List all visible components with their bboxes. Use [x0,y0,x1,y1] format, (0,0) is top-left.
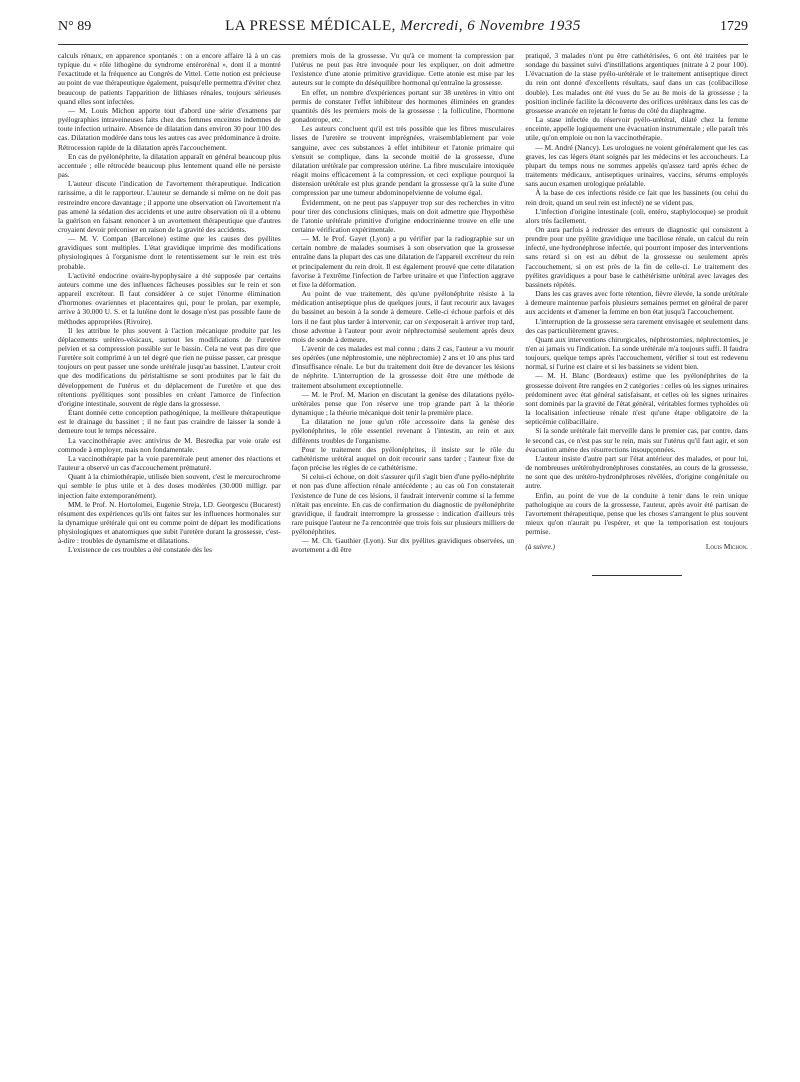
issue-number: N° 89 [58,19,92,34]
article-paragraph: On aura parfois à redresser des erreurs de diagnostic qui consistent à prendre pour une pyélite gravidique une bacillose rénale, un calcul du rein infecté, une hydronéphrose infectée, qui pourront imposer des interventions sans retard si on est au début de la grossesse ou seulement après l'accouchement, si on est près de la fin de celle-ci. Le traitement des pyélites gravidiques a pour base le cathétérisme urétéral avec lavages des bassinets répétés. [525,224,748,289]
column-right [525,51,748,1061]
article-paragraph: La stase infectée du réservoir pyélo-urétéral, dilaté chez la femme enceinte, appelle logiquement une évacuation instrumentale ; elle paraît très utile, qu'on emploie ou non la vaccinothérapie. [525,115,748,143]
article-paragraph: L'auteur insiste d'autre part sur l'état antérieur des malades, et pour lui, de nombreuses urétérohydronéphroses constatées, au cours de la grossesse, ne sont que des urétéro-hydronéphroses révélées, d'origine congénitale ou autre. [525,453,748,491]
article-paragraph: L'avenir de ces malades est mal connu ; dans 2 cas, l'auteur a vu mourir ses opérées (une néphrostomie, une néphrectomie) 2 ans et 10 ans plus tard d'insuffisance rénale. Le but du traitement doit être de devancer les lésions de néphrite. L'interruption de la grossesse doit être une méthode de traitement absolument exceptionnelle. [291,344,515,390]
article-paragraph: MM. le Prof. N. Hortolomei, Eugenie Streja, I.D. Georgescu (Bucarest) résument des expériences qu'ils ont faites sur les influences hormonales sur la dynamique urétérale qui ont eu comme point de départ les modifications physiologiques et anatomiques que subit l'uretère durant la grossesse, c'est-à-dire : troubles de dynamisme et dilatations. [58,499,281,546]
article-paragraph: L'activité endocrine ovaire-hypophysaire a été supposée par certains auteurs comme une des influences fâcheuses possibles sur le rein et son appareil excréteur. Il faut considérer à ce sujet l'énorme élimination d'hormones ovariennes et placentaires qui, pour le prolan, par exemple, arrive à 30.000 U. S. et la lutéine dont le dosage n'est pas possible faute de méthodes appropriées (Rivoire). [58,270,281,326]
column-right-body [525,51,748,536]
article-paragraph: pratiqué, 3 malades n'ont pu être cathétérisées, 6 ont été traitées par le sondage du bassinet suivi d'instillations argentiques (nitrate à 2 pour 100). L'évacuation de la stase pyélo-urétérale et le traitement antiseptique direct du rein ont donné d'excellents résultats, sauf dans un cas (colibacillose double). Les malades ont été vues du 5e au 8e mois de la grossesse ; la position inclinée facilite la découverte des orifices urétéraux dans les cas de grossesse avancée en rejetant le fœtus du côté du diaphragme. [525,51,748,115]
article-paragraph: À la base de ces infections réside ce fait que les bassinets (ou celui du rein droit, quand un seul rein est infecté) ne se vident pas. [525,188,748,207]
article-paragraph: La vaccinothérapie par la voie parentérale peut amener des réactions et l'auteur a observé un cas d'accouchement prématuré. [58,453,281,473]
article-paragraph: — M. le Prof. Gayet (Lyon) a pu vérifier par la radiographie sur un certain nombre de malades soumises à son observation que la grossesse entraîne dans la plupart des cas une dilatation de l'appareil excréteur du rein et principalement du rein droit. Il est également prouvé que cette dilatation favorise à l'extrême l'infection de l'arbre urinaire et que l'infection aggrave et fixe la déformation. [291,234,515,289]
author-signature: Louis Michon. [705,542,748,552]
article-paragraph: L'auteur discute l'indication de l'avortement thérapeutique. Indication rarissime, a dit le rapporteur. L'auteur se demande si même on ne doit pas restreindre encore davantage ; il apporte une observation où l'avortement n'a pas amené la sédation des accidents et une autre observation où il a obtenu la guérison en faisant renoncer à un avortement thérapeutique que d'autres croyaient devoir préconiser en raison de la gravité des accidents. [58,179,281,234]
article-paragraph: Évidemment, on ne peut pas s'appuyer trop sur des recherches in vitro pour tirer des conclusions cliniques, mais on doit admettre que l'hypothèse de l'atonie urétérale primitive d'origine endocrinienne trouve en elle une certaine vérification expérimentale. [291,197,515,234]
article-paragraph: — M. Ch. Gauthier (Lyon). Sur dix pyélites gravidiques observées, un avortement a dû être [291,536,515,555]
article-paragraph: — M. V. Compan (Barcelone) estime que les causes des pyélites gravidiques sont multiples. L'état gravidique imprime des modifications physiologiques à l'organisme dont le retentissement sur le rein est très probable. [58,234,281,271]
article-paragraph: — M. André (Nancy). Les urologues ne voient généralement que les cas graves, les cas légers étant soignés par les médecins et les accoucheurs. La plupart du temps nous ne sommes appelés qu'assez tard après échec de traitements médicaux, antiseptiques urinaires, vaccins, sérums employés sans aucun examen urologique préalable. [525,142,748,189]
article-paragraph: La dilatation ne joue qu'un rôle accessoire dans la genèse des pyélonéphrites, le rôle essentiel revenant à l'intestin, au rein et aux différents troubles de l'organisme. [291,417,515,445]
article-paragraph: Pour le traitement des pyélonéphrites, il insiste sur le rôle du cathétérisme urétéral auquel on doit recourir sans tarder ; l'auteur fixe de façon précise les règles de ce cathétérisme. [291,444,515,473]
article-paragraph: — M. H. Blanc (Bordeaux) estime que les pyélonéphrites de la grossesse doivent être rangées en 2 catégories : celles où les signes urinaires prédominent avec état général satisfaisant, et celles où les signes urinaires sont dominés par la gravité de l'état général, véritables formes typhoïdes où la localisation infectieuse rénale n'est qu'une étape obligatoire de la septicémie colibacillaire. [525,371,748,427]
article-paragraph: Quant à la chimiothérapie, utilisée bien souvent, c'est le mercurochrome qui semble le plus utile et à des doses modérées (30.000 milligr. par injection faite extemporanément). [58,472,281,500]
article-paragraph: Les auteurs concluent qu'il est très possible que les fibres musculaires lisses de l'uretère se trouvent imprégnées, vraisemblablement par voie sanguine, avec ces substances à effet inhibiteur et l'atonie primaire qui s'ensuit se complique, dans la seconde moitié de la grossesse, d'une dilatation urétérale par compression utérine. La fibre musculaire intoxiquée réagit moins efficacement à la compression, et ceci explique pourquoi la distension urétérale est plus grande pendant la grossesse qu'à la suite d'une compression par une tumeur abdominopelvienne de volume égal. [291,124,515,198]
article-paragraph: Quant aux interventions chirurgicales, néphrostomies, néphrectomies, je n'en ai jamais vu l'indication. La sonde urétérale m'a toujours suffi. Il faudra toujours, quelque temps après l'accouchement, vérifier si tout est redevenu normal, si l'urine est claire et si les bassinets se vident bien. [525,334,748,372]
article-paragraph: L'infection d'origine intestinale (coli, entéro, staphylocoque) se produit alors très facilement. [525,206,748,225]
article-paragraph: Étant donnée cette conception pathogénique, la meilleure thérapeutique est le drainage du bassinet ; il ne faut pas craindre de laisser la sonde à demeure tout le temps nécessaire. [58,408,281,436]
article-paragraph: En effet, un nombre d'expériences portant sur 38 uretères in vitro ont permis de constater l'effet inhibiteur des hormones éliminées en grandes quantités dès les premiers mois de la grossesse : la folliculine, l'hormone gonadotrope, etc. [291,87,515,125]
journal-title [225,18,581,35]
column-middle [292,51,515,1061]
article-paragraph: premiers mois de la grossesse. Vu qu'à ce moment la compression par l'utérus ne peut pas être invoquée pour les expliquer, on doit admettre l'existence d'une atonie primitive gravidique. Cette atonie est mise par les auteurs sur le compte du déséquilibre hormonal qu'entraîne la grossesse. [291,51,515,88]
article-paragraph: En cas de pyélonéphrite, la dilatation apparaît en général beaucoup plus accentuée ; elle rétrocède beaucoup plus lentement quand elle ne persiste pas. [58,151,281,180]
article-paragraph: La vaccinothérapie avec antivirus de M. Besredka par voie orale est commode à employer, mais non fondamentale. [58,435,281,454]
article-paragraph: calculs rénaux, en apparence spontanés : on a encore affaire là à un cas typique du « rôle lithogène du syndrome entérorénal », dont il a montré l'exactitude et la fréquence au Congrès de Vittel. Cette notion est précieuse au point de vue thérapeutique également, puisqu'elle permettra d'éviter chez beaucoup de patients l'apparition de lithiases rénales, toujours sérieuses quand elles sont infectées. [58,51,281,106]
journal-name: LA PRESSE MÉDICALE, [225,18,396,34]
page-header [58,18,748,40]
issue-date: Mercredi, 6 Novembre 1935 [400,18,581,34]
article-paragraph: Au point de vue traitement, dès qu'une pyélonéphrite résiste à la médication antiseptique plus de quelques jours, il faut recourir aux lavages du bassinet au besoin à la sonde à demeure. Celle-ci échoue parfois et dès lors il ne faut plus tarder à intervenir, car on s'exposerait à arriver trop tard, chose advenue à l'auteur pour avoir néphrectomisé seulement après deux mois de sonde à demeure. [291,289,515,344]
article-paragraph: Enfin, au point de vue de la conduite à tenir dans le rein unique pathologique au cours de la grossesse, l'auteur, après avoir été partisan de l'avortement thérapeutique, pense que les choses s'arrangent le plus souvent mieux qu'on n'aurait pu l'espérer, et que la temporisation est toujours permise. [525,490,748,537]
article-paragraph: Dans les cas graves avec forte rétention, fièvre élevée, la sonde urétérale à demeure maintenue parfois plusieurs semaines permet en général de parer aux accidents et d'amener la femme en bon état jusqu'à l'accouchement. [525,289,748,317]
header-rule [58,44,748,45]
to-be-continued: (à suivre.) [525,542,556,552]
article-paragraph: Il les attribue le plus souvent à l'action mécanique produite par les déplacements urétéro-vésicaux, surtout les modifications de l'uretère pelvien et sa compression possible sur le bassin. Cela ne veut pas dire que l'uretère soit comprimé à un tel degré que rien ne puisse passer, car presque toujours on peut passer une sonde urétérale jusqu'au bassinet. L'auteur croit que des modifications du péristaltisme se sont produites par le fait du développement de l'utérus et du déplacement de l'uretère et que des rétentions pyélitiques sont possibles en créant l'amorce de l'infection d'origine intestinale, souvent de règle dans la grossesse. [58,325,281,408]
article-paragraph: L'existence de ces troubles a été constatée dès les [68,545,212,555]
article-paragraph: L'interruption de la grossesse sera rarement envisagée et seulement dans des cas particulièrement graves. [525,316,748,335]
article-paragraph: — M. le Prof. M. Marion en discutant la genèse des dilatations pyélo-urétérales pense que l'on réserve une trop grande part à la théorie dynamique ; la théorie mécanique doit tenir la première place. [291,389,515,418]
column-left [58,51,281,1061]
article-paragraph: Si la sonde urétérale fait merveille dans le premier cas, par contre, dans le second cas, ce n'est pas sur le rein, mais sur l'utérus qu'il faut agir, et son évacuation amène des résurrections insoupçonnées. [525,426,748,454]
article-columns [58,51,748,1061]
article-paragraph: — M. Louis Michon apporte tout d'abord une série d'examens par pyélographies intraveineuses faits chez des femmes enceintes indemnes de toute infection urinaire. Absence de dilatation dans environ 30 pour 100 des cas. Dilatation modérée dans tous les autres cas avec prédominance à droite. Rétrocession rapide de la dilatation après l'accouchement. [58,105,281,152]
page-number: 1729 [720,19,748,34]
end-rule [592,575,682,576]
article-paragraph: Si celui-ci échoue, on doit s'assurer qu'il s'agit bien d'une pyélo-néphrite et non pas d'une affection rénale antécédente ; au cas où l'on constaterait l'existence de l'une de ces lésions, il faudrait intervenir comme si la femme n'était pas enceinte. En cas de confirmation du diagnostic de pyélonéphrite gravidique, il faudrait interrompre la grossesse : indication d'ailleurs très rare puisque l'auteur ne l'a rencontrée que trois fois sur plusieurs milliers de pyélonéphrites. [291,472,515,537]
article-closing [525,542,748,551]
